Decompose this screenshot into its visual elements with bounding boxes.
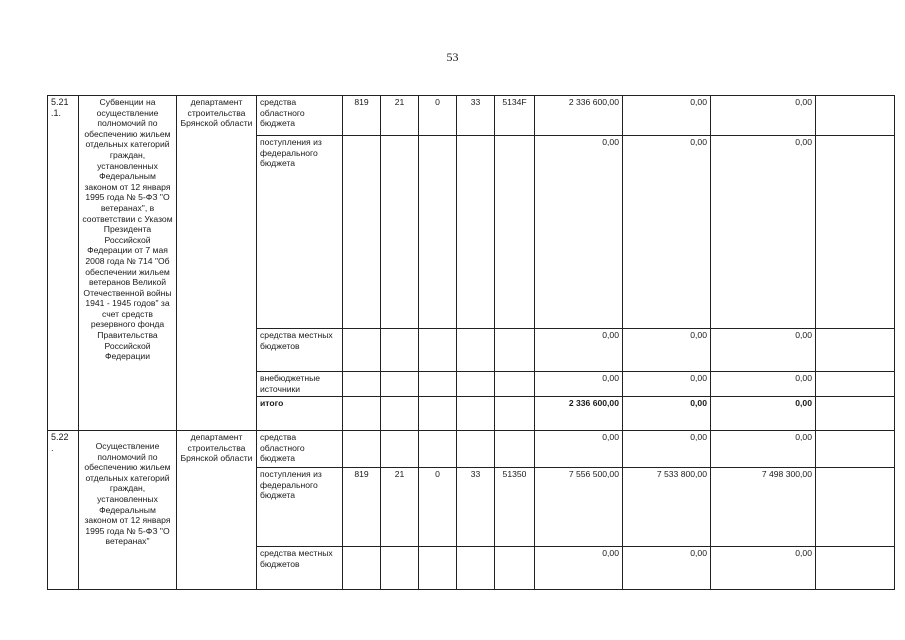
- amount-year-1: 2 336 600,00: [535, 96, 623, 136]
- kbk-code: 819: [343, 468, 381, 547]
- row-description: Осуществление полномочий по обеспечению жильем отдельных категорий граждан, установленных Федеральным законом от 12 января 1995 года № 5-ФЗ "О ветеранах": [79, 431, 177, 590]
- kbk-code: [495, 397, 535, 431]
- kbk-code: [419, 431, 457, 468]
- amount-year-2: 0,00: [623, 372, 711, 397]
- kbk-code: [419, 397, 457, 431]
- kbk-code: [495, 329, 535, 372]
- kbk-code: [495, 547, 535, 590]
- amount-year-2: 0,00: [623, 397, 711, 431]
- amount-year-2: 0,00: [623, 431, 711, 468]
- kbk-code: [343, 547, 381, 590]
- empty-cell: [816, 431, 895, 468]
- amount-year-1: 0,00: [535, 372, 623, 397]
- kbk-code: 5134F: [495, 96, 535, 136]
- kbk-code: 819: [343, 96, 381, 136]
- kbk-code: [419, 547, 457, 590]
- empty-cell: [816, 468, 895, 547]
- funding-source: средства областного бюджета: [257, 96, 343, 136]
- amount-year-2: 0,00: [623, 547, 711, 590]
- amount-year-3: 0,00: [711, 431, 816, 468]
- amount-year-3: 0,00: [711, 329, 816, 372]
- amount-year-3: 7 498 300,00: [711, 468, 816, 547]
- row-index: 5.21 .1.: [48, 96, 79, 431]
- empty-cell: [816, 397, 895, 431]
- amount-year-1: 2 336 600,00: [535, 397, 623, 431]
- kbk-code: [457, 431, 495, 468]
- kbk-code: [381, 397, 419, 431]
- empty-cell: [816, 96, 895, 136]
- kbk-code: 33: [457, 96, 495, 136]
- row-executor: департамент строительства Брянской области: [177, 431, 257, 590]
- table-row: [48, 431, 895, 468]
- kbk-code: [381, 431, 419, 468]
- funding-source: итого: [257, 397, 343, 431]
- amount-year-2: 7 533 800,00: [623, 468, 711, 547]
- kbk-code: [381, 547, 419, 590]
- kbk-code: 21: [381, 96, 419, 136]
- kbk-code: [381, 372, 419, 397]
- amount-year-2: 0,00: [623, 96, 711, 136]
- kbk-code: [457, 136, 495, 329]
- row-index: 5.22 .: [48, 431, 79, 590]
- row-executor: департамент строительства Брянской области: [177, 96, 257, 431]
- kbk-code: 51350: [495, 468, 535, 547]
- kbk-code: 0: [419, 96, 457, 136]
- funding-source: поступления из федерального бюджета: [257, 136, 343, 329]
- funding-source: средства местных бюджетов: [257, 329, 343, 372]
- kbk-code: [457, 397, 495, 431]
- kbk-code: [343, 136, 381, 329]
- kbk-code: [381, 136, 419, 329]
- kbk-code: [495, 431, 535, 468]
- kbk-code: [457, 329, 495, 372]
- page-number: 53: [446, 50, 459, 64]
- amount-year-1: 7 556 500,00: [535, 468, 623, 547]
- amount-year-1: 0,00: [535, 547, 623, 590]
- amount-year-3: 0,00: [711, 96, 816, 136]
- kbk-code: [381, 329, 419, 372]
- amount-year-1: 0,00: [535, 136, 623, 329]
- kbk-code: [419, 372, 457, 397]
- kbk-code: [419, 329, 457, 372]
- amount-year-3: 0,00: [711, 397, 816, 431]
- funding-source: поступления из федерального бюджета: [257, 468, 343, 547]
- kbk-code: [343, 372, 381, 397]
- kbk-code: [343, 431, 381, 468]
- kbk-code: [419, 136, 457, 329]
- amount-year-1: 0,00: [535, 431, 623, 468]
- amount-year-3: 0,00: [711, 547, 816, 590]
- kbk-code: 33: [457, 468, 495, 547]
- amount-year-2: 0,00: [623, 329, 711, 372]
- funding-source: внебюджетные источники: [257, 372, 343, 397]
- budget-table: [47, 95, 895, 590]
- amount-year-2: 0,00: [623, 136, 711, 329]
- kbk-code: [495, 136, 535, 329]
- empty-cell: [816, 136, 895, 329]
- table-row: [48, 96, 895, 136]
- empty-cell: [816, 329, 895, 372]
- kbk-code: [457, 547, 495, 590]
- kbk-code: [457, 372, 495, 397]
- kbk-code: 0: [419, 468, 457, 547]
- funding-source: средства областного бюджета: [257, 431, 343, 468]
- empty-cell: [816, 372, 895, 397]
- kbk-code: [343, 397, 381, 431]
- empty-cell: [816, 547, 895, 590]
- row-description: Субвенции на осуществление полномочий по обеспечению жильем отдельных категорий граждан, установленных Федеральным законом от 12 января 1995 года № 5-ФЗ "О ветеранах", в соответствии с Указом Президента Российской Федерации от 7 мая 2008 года № 714 "Об обеспечении жильем ветеранов Великой Отечественной войны 1941 - 1945 годов" за счет средств резервного фонда Правительства Российской Федерации: [79, 96, 177, 431]
- kbk-code: 21: [381, 468, 419, 547]
- kbk-code: [495, 372, 535, 397]
- amount-year-3: 0,00: [711, 136, 816, 329]
- kbk-code: [343, 329, 381, 372]
- amount-year-3: 0,00: [711, 372, 816, 397]
- funding-source: средства местных бюджетов: [257, 547, 343, 590]
- amount-year-1: 0,00: [535, 329, 623, 372]
